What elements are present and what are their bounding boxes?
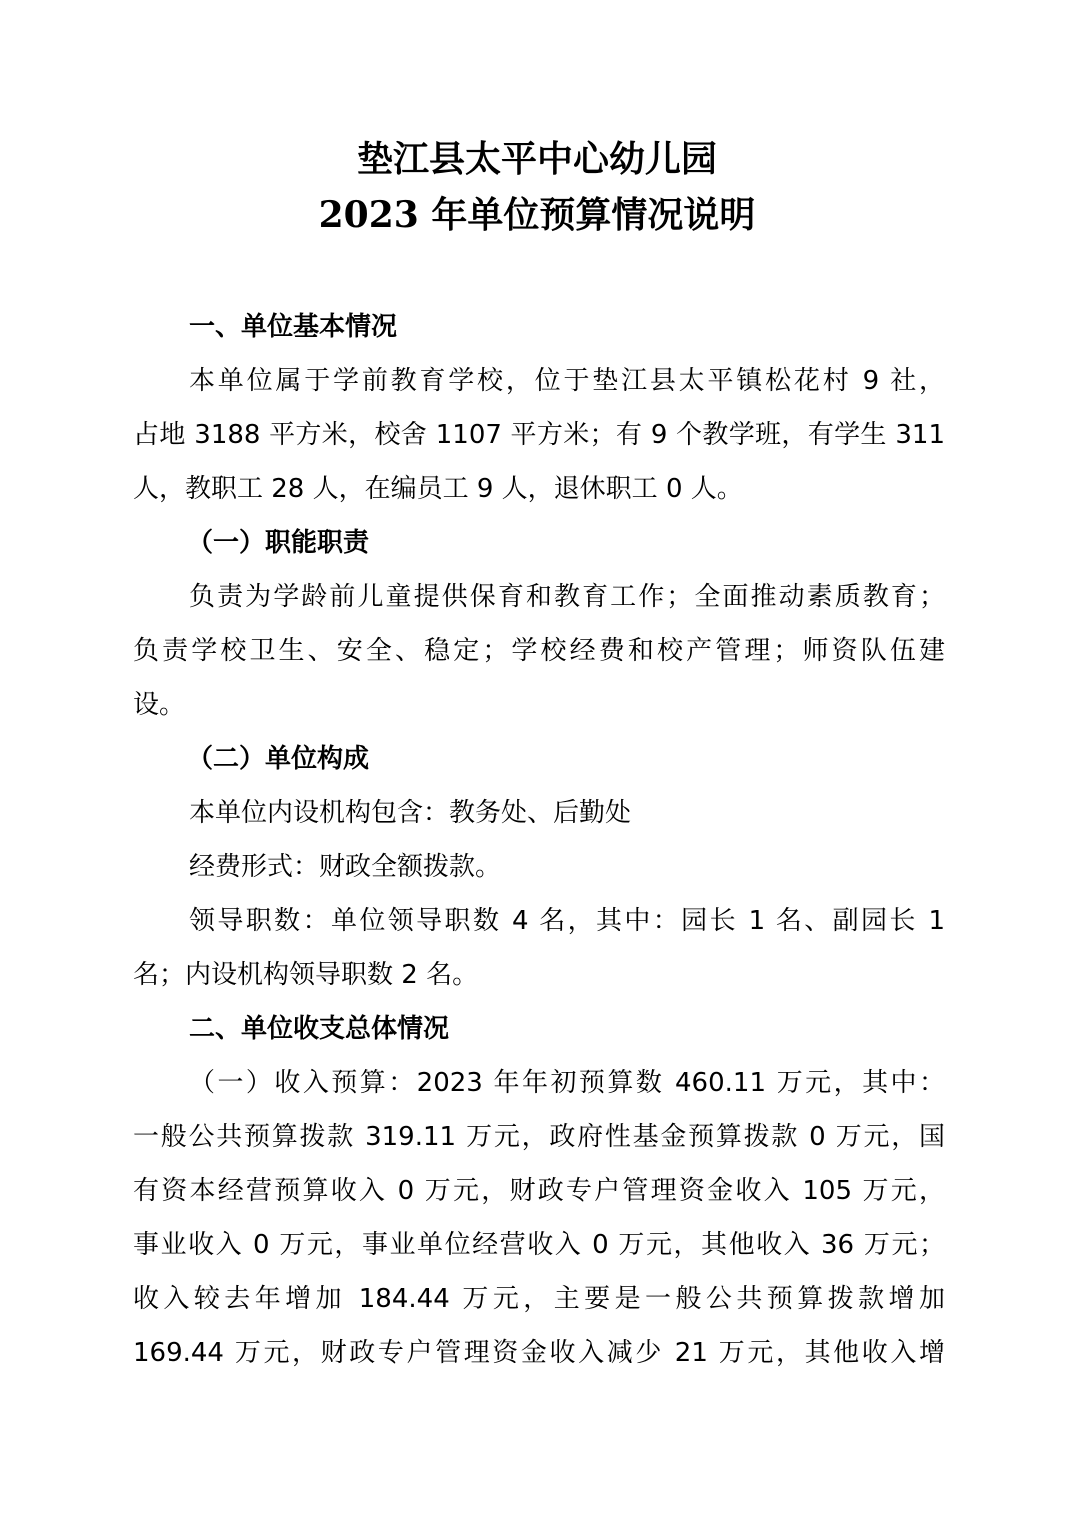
funding-form-paragraph: 经费形式：财政全额拨款。 <box>189 852 502 882</box>
subsection-heading-duties: （一）职能职责 <box>187 528 370 558</box>
paragraph-line: 有资本经营预算收入 0 万元，财政专户管理资金收入 105 万元， <box>133 1176 945 1206</box>
paragraph-line: 占地 3188 平方米，校舍 1107 平方米；有 9 个教学班，有学生 311 <box>133 420 945 450</box>
income-budget-paragraph <box>133 1056 945 1380</box>
paragraph-line: 负责为学龄前儿童提供保育和教育工作；全面推动素质教育； <box>189 582 945 612</box>
paragraph-line: 负责学校卫生、安全、稳定；学校经费和校产管理；师资队伍建 <box>133 636 945 666</box>
document-body <box>133 300 945 1380</box>
internal-departments-paragraph: 本单位内设机构包含：教务处、后勤处 <box>189 798 632 828</box>
section-heading-basic-info: 一、单位基本情况 <box>189 312 398 342</box>
paragraph-line: 收入较去年增加 184.44 万元，主要是一般公共预算拨款增加 <box>133 1284 945 1314</box>
document-title-line2: 2023 年单位预算情况说明 <box>318 194 756 236</box>
paragraph-line: 设。 <box>133 690 186 720</box>
paragraph-line: 169.44 万元，财政专户管理资金收入减少 21 万元，其他收入增 <box>133 1338 945 1368</box>
duties-paragraph <box>133 570 945 732</box>
paragraph-line: 领导职数：单位领导职数 4 名，其中：园长 1 名、副园长 1 <box>189 906 945 936</box>
section-heading-budget-overview: 二、单位收支总体情况 <box>189 1014 450 1044</box>
basic-info-paragraph <box>133 354 945 516</box>
subsection-heading-composition: （二）单位构成 <box>187 744 370 774</box>
paragraph-line: （一）收入预算：2023 年年初预算数 460.11 万元，其中： <box>189 1068 945 1098</box>
leadership-paragraph <box>133 894 945 1002</box>
paragraph-line: 一般公共预算拨款 319.11 万元，政府性基金预算拨款 0 万元，国 <box>133 1122 945 1152</box>
paragraph-line: 人，教职工 28 人，在编员工 9 人，退休职工 0 人。 <box>133 474 743 504</box>
document-title-line1: 垫江县太平中心幼儿园 <box>356 138 717 180</box>
paragraph-line: 事业收入 0 万元，事业单位经营收入 0 万元，其他收入 36 万元； <box>133 1230 945 1260</box>
paragraph-line: 名；内设机构领导职数 2 名。 <box>133 960 479 990</box>
paragraph-line: 本单位属于学前教育学校，位于垫江县太平镇松花村 9 社， <box>189 366 945 396</box>
